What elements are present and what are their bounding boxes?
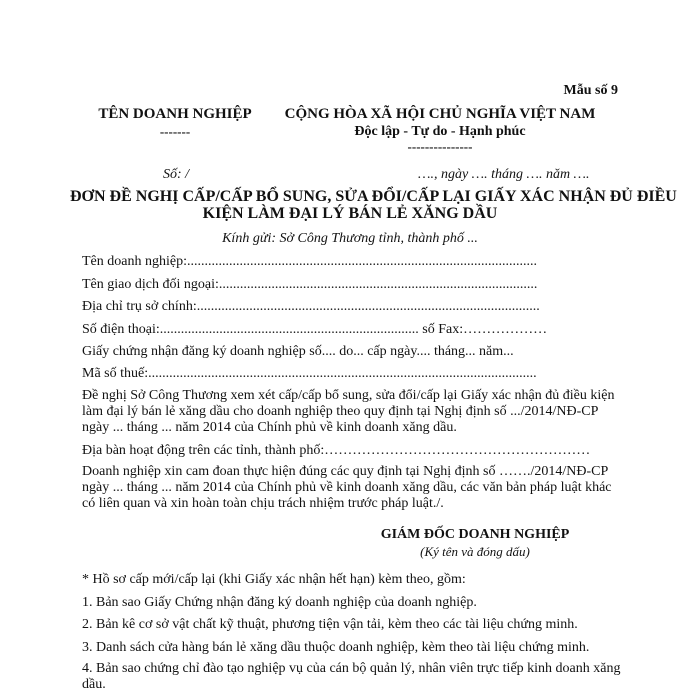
attachment-item: 1. Bản sao Giấy Chứng nhận đăng ký doanh nghiệp của doanh nghiệp. — [82, 595, 477, 610]
attachment-item: 2. Bản kê cơ sở vật chất kỹ thuật, phương tiện vận tải, kèm theo các tài liệu chứng minh. — [82, 617, 578, 632]
field-registration: Giấy chứng nhận đăng ký doanh nghiệp số.... do... cấp ngày.... tháng... năm... — [82, 344, 514, 359]
area-paragraph: Địa bàn hoạt động trên các tỉnh, thành phố:………………………………………………… — [82, 443, 591, 458]
commitment-paragraph: Doanh nghiệp xin cam đoan thực hiện đúng các quy định tại Nghị định số ……./2014/NĐ-CP ngày ... tháng ... năm 2014 của Chính phủ về kinh doanh xăng dầu, các văn bản pháp luật khác có liên quan và xin hoàn toàn chịu trách nhiệm trước pháp luật./. — [82, 464, 612, 511]
form-title-line2: KIỆN LÀM ĐẠI LÝ BÁN LẺ XĂNG DẦU — [202, 205, 498, 222]
attachment-item: 4. Bản sao chứng chỉ đào tạo nghiệp vụ của cán bộ quản lý, nhân viên trực tiếp kinh doanh xăng dầu. — [82, 661, 621, 692]
company-label: TÊN DOANH NGHIỆP — [98, 106, 252, 122]
attachment-item: 3. Danh sách cửa hàng bán lẻ xăng dầu thuộc doanh nghiệp, kèm theo tài liệu chứng minh. — [82, 640, 590, 655]
form-number: Mẫu số 9 — [563, 83, 618, 98]
date-line: …., ngày …. tháng …. năm …. — [418, 167, 590, 182]
motto-dashes: --------------- — [407, 139, 473, 154]
company-dashes: ------- — [159, 124, 191, 139]
signature-title: GIÁM ĐỐC DOANH NGHIỆP — [380, 527, 570, 542]
request-paragraph: Đề nghị Sở Công Thương xem xét cấp/cấp bổ sung, sửa đổi/cấp lại Giấy xác nhận đủ điều kiện làm đại lý bán lẻ xăng dầu cho doanh nghiệp theo quy định tại Nghị định số .../2014/NĐ-CP ngày ... tháng ... năm 2014 của Chính phủ về kinh doanh xăng dầu. — [82, 388, 615, 435]
field-tax-code: Mã số thuế:............................................................................................................... — [82, 366, 537, 381]
field-phone-fax: Số điện thoại:.......................................................................... số Fax:……………… — [82, 322, 548, 337]
motto: Độc lập - Tự do - Hạnh phúc — [354, 124, 526, 139]
signature-note: (Ký tên và đóng dấu) — [420, 544, 530, 559]
field-company-name: Tên doanh nghiệp:.................................................................................................... — [82, 254, 537, 269]
field-foreign-name: Tên giao dịch đối ngoại:........................................................................................... — [82, 277, 538, 292]
form-title-line1: ĐƠN ĐỀ NGHỊ CẤP/CẤP BỔ SUNG, SỬA ĐỔI/CẤP LẠI GIẤY XÁC NHẬN ĐỦ ĐIỀU — [70, 188, 677, 205]
recipient-line: Kính gửi: Sở Công Thương tỉnh, thành phố ... — [222, 231, 478, 246]
reference-number: Số: / — [163, 167, 190, 182]
country-name: CỘNG HÒA XÃ HỘI CHỦ NGHĨA VIỆT NAM — [284, 106, 596, 122]
attachments-heading: * Hồ sơ cấp mới/cấp lại (khi Giấy xác nhận hết hạn) kèm theo, gồm: — [82, 572, 466, 587]
field-address: Địa chỉ trụ sở chính:.................................................................................................. — [82, 299, 540, 314]
